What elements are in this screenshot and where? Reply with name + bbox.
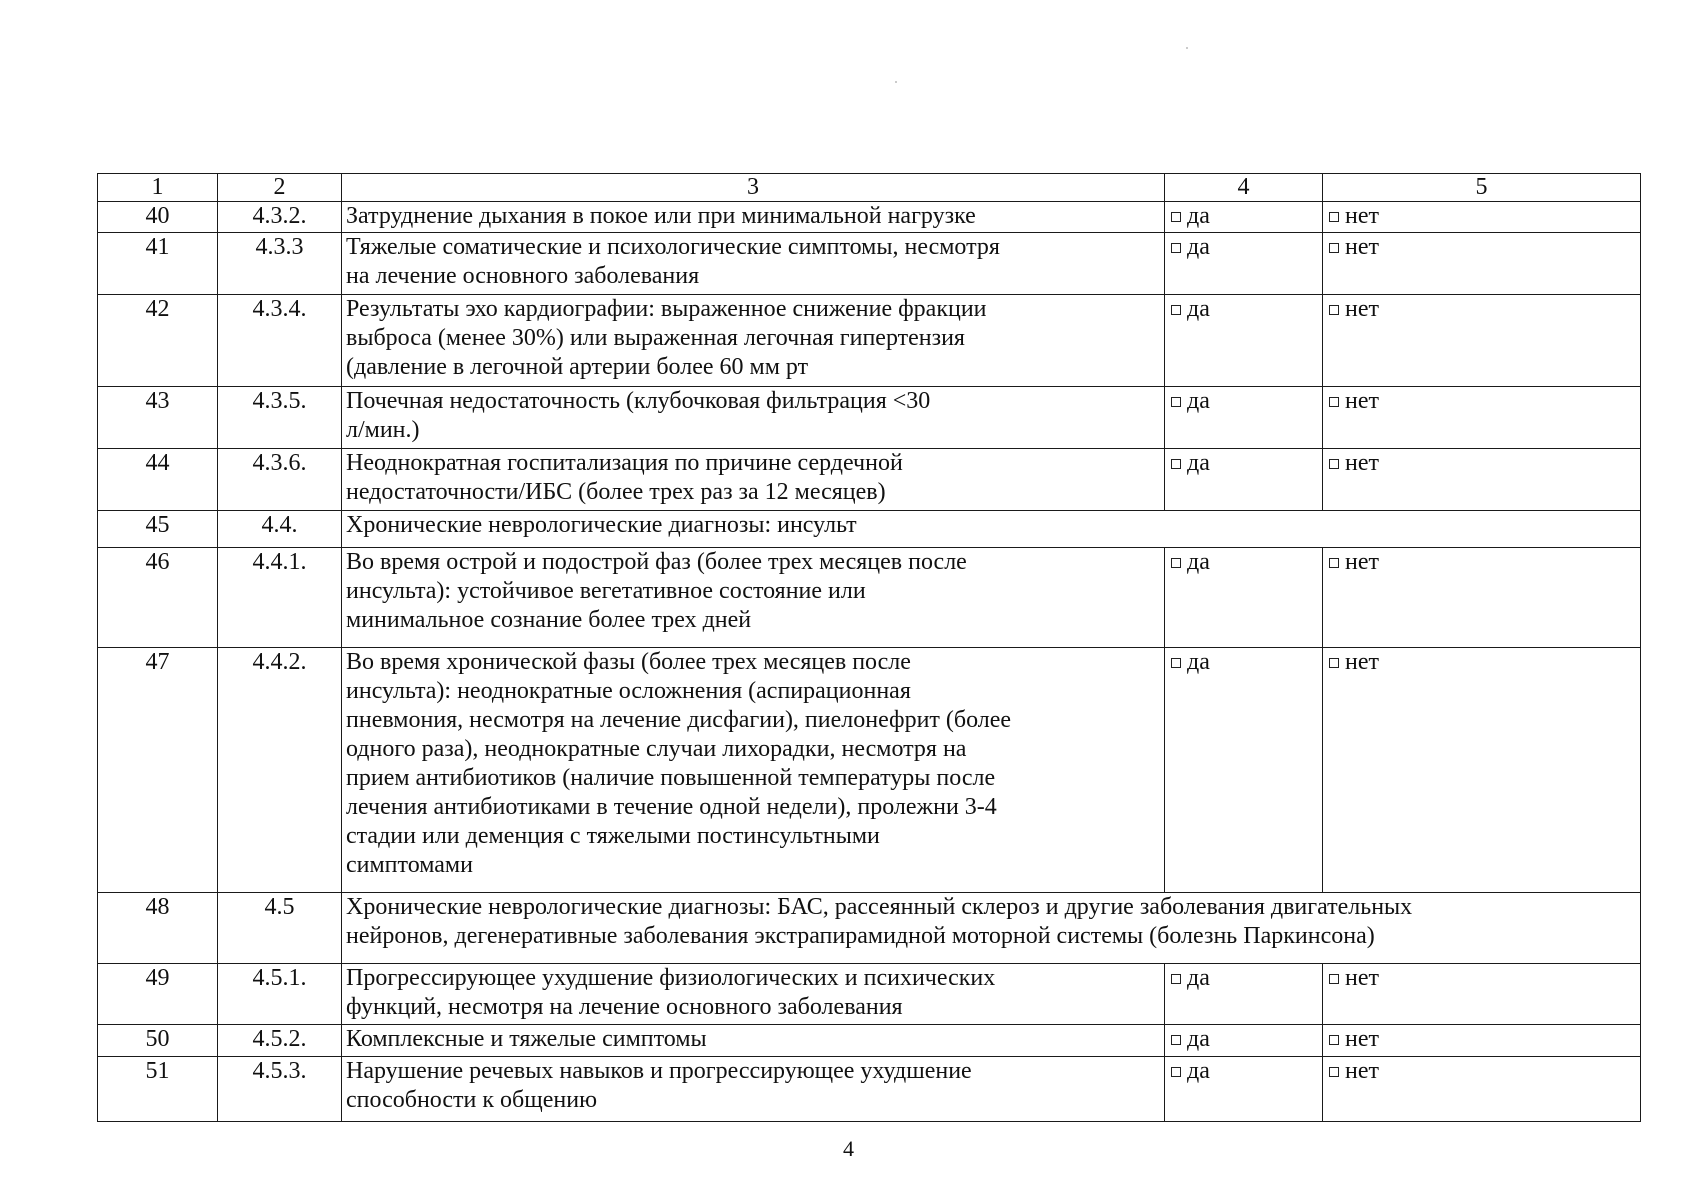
no-option[interactable] xyxy=(1323,1025,1641,1057)
no-option[interactable] xyxy=(1323,295,1641,387)
row-code: 4.3.6. xyxy=(218,449,342,511)
no-option[interactable] xyxy=(1323,233,1641,295)
checkbox-icon[interactable] xyxy=(1171,243,1181,253)
table-row xyxy=(98,295,1641,387)
checkbox-icon[interactable] xyxy=(1329,397,1339,407)
text-line: минимальное сознание более трех дней xyxy=(346,607,752,633)
row-number: 44 xyxy=(98,449,218,511)
checkbox-icon[interactable] xyxy=(1329,212,1339,222)
text-line: Нарушение речевых навыков и прогрессирующее ухудшение xyxy=(346,1058,972,1084)
row-number: 50 xyxy=(98,1025,218,1057)
text-line: функций, несмотря на лечение основного заболевания xyxy=(346,994,903,1020)
no-option[interactable] xyxy=(1323,1057,1641,1122)
header-col-1: 1 xyxy=(98,174,218,202)
header-col-4: 4 xyxy=(1165,174,1323,202)
text-line: Хронические неврологические диагнозы: инсульт xyxy=(346,512,857,538)
row-text xyxy=(342,548,1165,648)
yes-label: да xyxy=(1187,450,1210,476)
text-line: л/мин.) xyxy=(346,417,420,443)
row-number: 51 xyxy=(98,1057,218,1122)
table-row xyxy=(98,233,1641,295)
scan-speck xyxy=(895,81,897,83)
no-label: нет xyxy=(1345,203,1379,229)
checkbox-icon[interactable] xyxy=(1329,243,1339,253)
text-line: Во время острой и подострой фаз (более трех месяцев после xyxy=(346,549,967,575)
text-line: Результаты эхо кардиографии: выраженное снижение фракции xyxy=(346,296,987,322)
text-line: Комплексные и тяжелые симптомы xyxy=(346,1026,707,1052)
row-text xyxy=(342,202,1165,233)
yes-option[interactable] xyxy=(1165,387,1323,449)
text-line: пневмония, несмотря на лечение дисфагии), пиелонефрит (более xyxy=(346,707,1012,733)
yes-label: да xyxy=(1187,388,1210,414)
checkbox-icon[interactable] xyxy=(1329,558,1339,568)
no-label: нет xyxy=(1345,649,1379,675)
table-row xyxy=(98,449,1641,511)
row-number: 45 xyxy=(98,511,218,548)
text-line: на лечение основного заболевания xyxy=(346,263,700,289)
text-line: симптомами xyxy=(346,852,473,878)
table-row xyxy=(98,1025,1641,1057)
text-line: нейронов, дегенеративные заболевания экстрапирамидной моторной системы (болезнь Паркинсона) xyxy=(346,923,1375,949)
criteria-table xyxy=(97,173,1641,1122)
scan-speck xyxy=(1186,47,1188,49)
row-code: 4.3.4. xyxy=(218,295,342,387)
yes-label: да xyxy=(1187,296,1210,322)
no-option[interactable] xyxy=(1323,387,1641,449)
yes-label: да xyxy=(1187,234,1210,260)
yes-option[interactable] xyxy=(1165,648,1323,893)
text-line: Во время хронической фазы (более трех месяцев после xyxy=(346,649,911,675)
text-line: способности к общению xyxy=(346,1087,598,1113)
no-option[interactable] xyxy=(1323,202,1641,233)
row-text xyxy=(342,449,1165,511)
yes-option[interactable] xyxy=(1165,202,1323,233)
table-header-row xyxy=(98,174,1641,202)
text-line: стадии или деменция с тяжелыми постинсультными xyxy=(346,823,880,849)
row-text xyxy=(342,511,1641,548)
row-code: 4.4.2. xyxy=(218,648,342,893)
checkbox-icon[interactable] xyxy=(1171,1035,1181,1045)
row-code: 4.4. xyxy=(218,511,342,548)
checkbox-icon[interactable] xyxy=(1329,305,1339,315)
row-text xyxy=(342,1025,1165,1057)
no-label: нет xyxy=(1345,296,1379,322)
checkbox-icon[interactable] xyxy=(1171,558,1181,568)
text-line: выброса (менее 30%) или выраженная легочная гипертензия xyxy=(346,325,965,351)
no-label: нет xyxy=(1345,388,1379,414)
text-line: Прогрессирующее ухудшение физиологических и психических xyxy=(346,965,996,991)
table-row xyxy=(98,202,1641,233)
no-option[interactable] xyxy=(1323,548,1641,648)
no-label: нет xyxy=(1345,450,1379,476)
checkbox-icon[interactable] xyxy=(1329,658,1339,668)
row-text xyxy=(342,233,1165,295)
yes-label: да xyxy=(1187,203,1210,229)
checkbox-icon[interactable] xyxy=(1171,397,1181,407)
row-code: 4.5 xyxy=(218,893,342,964)
row-number: 43 xyxy=(98,387,218,449)
yes-label: да xyxy=(1187,1058,1210,1084)
no-label: нет xyxy=(1345,234,1379,260)
row-number: 41 xyxy=(98,233,218,295)
row-number: 48 xyxy=(98,893,218,964)
row-number: 47 xyxy=(98,648,218,893)
row-text xyxy=(342,893,1641,964)
text-line: Тяжелые соматические и психологические симптомы, несмотря xyxy=(346,234,1000,260)
table-row xyxy=(98,964,1641,1025)
yes-label: да xyxy=(1187,549,1210,575)
row-code: 4.3.2. xyxy=(218,202,342,233)
row-number: 49 xyxy=(98,964,218,1025)
table-row xyxy=(98,548,1641,648)
checkbox-icon[interactable] xyxy=(1171,1067,1181,1077)
text-line: инсульта): устойчивое вегетативное состояние или xyxy=(346,578,866,604)
yes-label: да xyxy=(1187,649,1210,675)
table-row xyxy=(98,1057,1641,1122)
yes-label: да xyxy=(1187,965,1210,991)
header-col-3: 3 xyxy=(342,174,1165,202)
yes-option[interactable] xyxy=(1165,233,1323,295)
text-line: Почечная недостаточность (клубочковая фильтрация <30 xyxy=(346,388,931,414)
header-col-2: 2 xyxy=(218,174,342,202)
no-label: нет xyxy=(1345,1026,1379,1052)
text-line: недостаточности/ИБС (более трех раз за 12 месяцев) xyxy=(346,479,886,505)
row-code: 4.5.3. xyxy=(218,1057,342,1122)
no-label: нет xyxy=(1345,549,1379,575)
text-line: одного раза), неоднократные случаи лихорадки, несмотря на xyxy=(346,736,967,762)
row-number: 46 xyxy=(98,548,218,648)
row-code: 4.5.2. xyxy=(218,1025,342,1057)
table-row xyxy=(98,648,1641,893)
no-label: нет xyxy=(1345,1058,1379,1084)
text-line: инсульта): неоднократные осложнения (аспирационная xyxy=(346,678,911,704)
text-line: (давление в легочной артерии более 60 мм рт xyxy=(346,354,809,380)
no-option[interactable] xyxy=(1323,964,1641,1025)
checkbox-icon[interactable] xyxy=(1171,305,1181,315)
checkbox-icon[interactable] xyxy=(1171,658,1181,668)
no-label: нет xyxy=(1345,965,1379,991)
row-code: 4.5.1. xyxy=(218,964,342,1025)
row-code: 4.3.3 xyxy=(218,233,342,295)
row-code: 4.4.1. xyxy=(218,548,342,648)
text-line: Неоднократная госпитализация по причине сердечной xyxy=(346,450,903,476)
yes-option[interactable] xyxy=(1165,964,1323,1025)
row-number: 40 xyxy=(98,202,218,233)
yes-option[interactable] xyxy=(1165,1057,1323,1122)
checkbox-icon[interactable] xyxy=(1329,1035,1339,1045)
row-number: 42 xyxy=(98,295,218,387)
text-line: прием антибиотиков (наличие повышенной температуры после xyxy=(346,765,996,791)
no-option[interactable] xyxy=(1323,648,1641,893)
text-line: Затруднение дыхания в покое или при минимальной нагрузке xyxy=(346,203,976,229)
row-text xyxy=(342,387,1165,449)
yes-option[interactable] xyxy=(1165,548,1323,648)
checkbox-icon[interactable] xyxy=(1329,1067,1339,1077)
table-row xyxy=(98,387,1641,449)
checkbox-icon[interactable] xyxy=(1171,212,1181,222)
row-text xyxy=(342,648,1165,893)
checkbox-icon[interactable] xyxy=(1171,974,1181,984)
row-code: 4.3.5. xyxy=(218,387,342,449)
checkbox-icon[interactable] xyxy=(1171,459,1181,469)
text-line: Хронические неврологические диагнозы: БАС, рассеянный склероз и другие заболевания двигательных xyxy=(346,894,1413,920)
page-number: 4 xyxy=(843,1136,854,1161)
header-col-5: 5 xyxy=(1323,174,1641,202)
table-row xyxy=(98,511,1641,548)
yes-label: да xyxy=(1187,1026,1210,1052)
yes-option[interactable] xyxy=(1165,295,1323,387)
row-text xyxy=(342,295,1165,387)
yes-option[interactable] xyxy=(1165,449,1323,511)
text-line: лечения антибиотиками в течение одной недели), пролежни 3-4 xyxy=(346,794,997,820)
checkbox-icon[interactable] xyxy=(1329,459,1339,469)
no-option[interactable] xyxy=(1323,449,1641,511)
table-row xyxy=(98,893,1641,964)
yes-option[interactable] xyxy=(1165,1025,1323,1057)
row-text xyxy=(342,1057,1165,1122)
checkbox-icon[interactable] xyxy=(1329,974,1339,984)
row-text xyxy=(342,964,1165,1025)
